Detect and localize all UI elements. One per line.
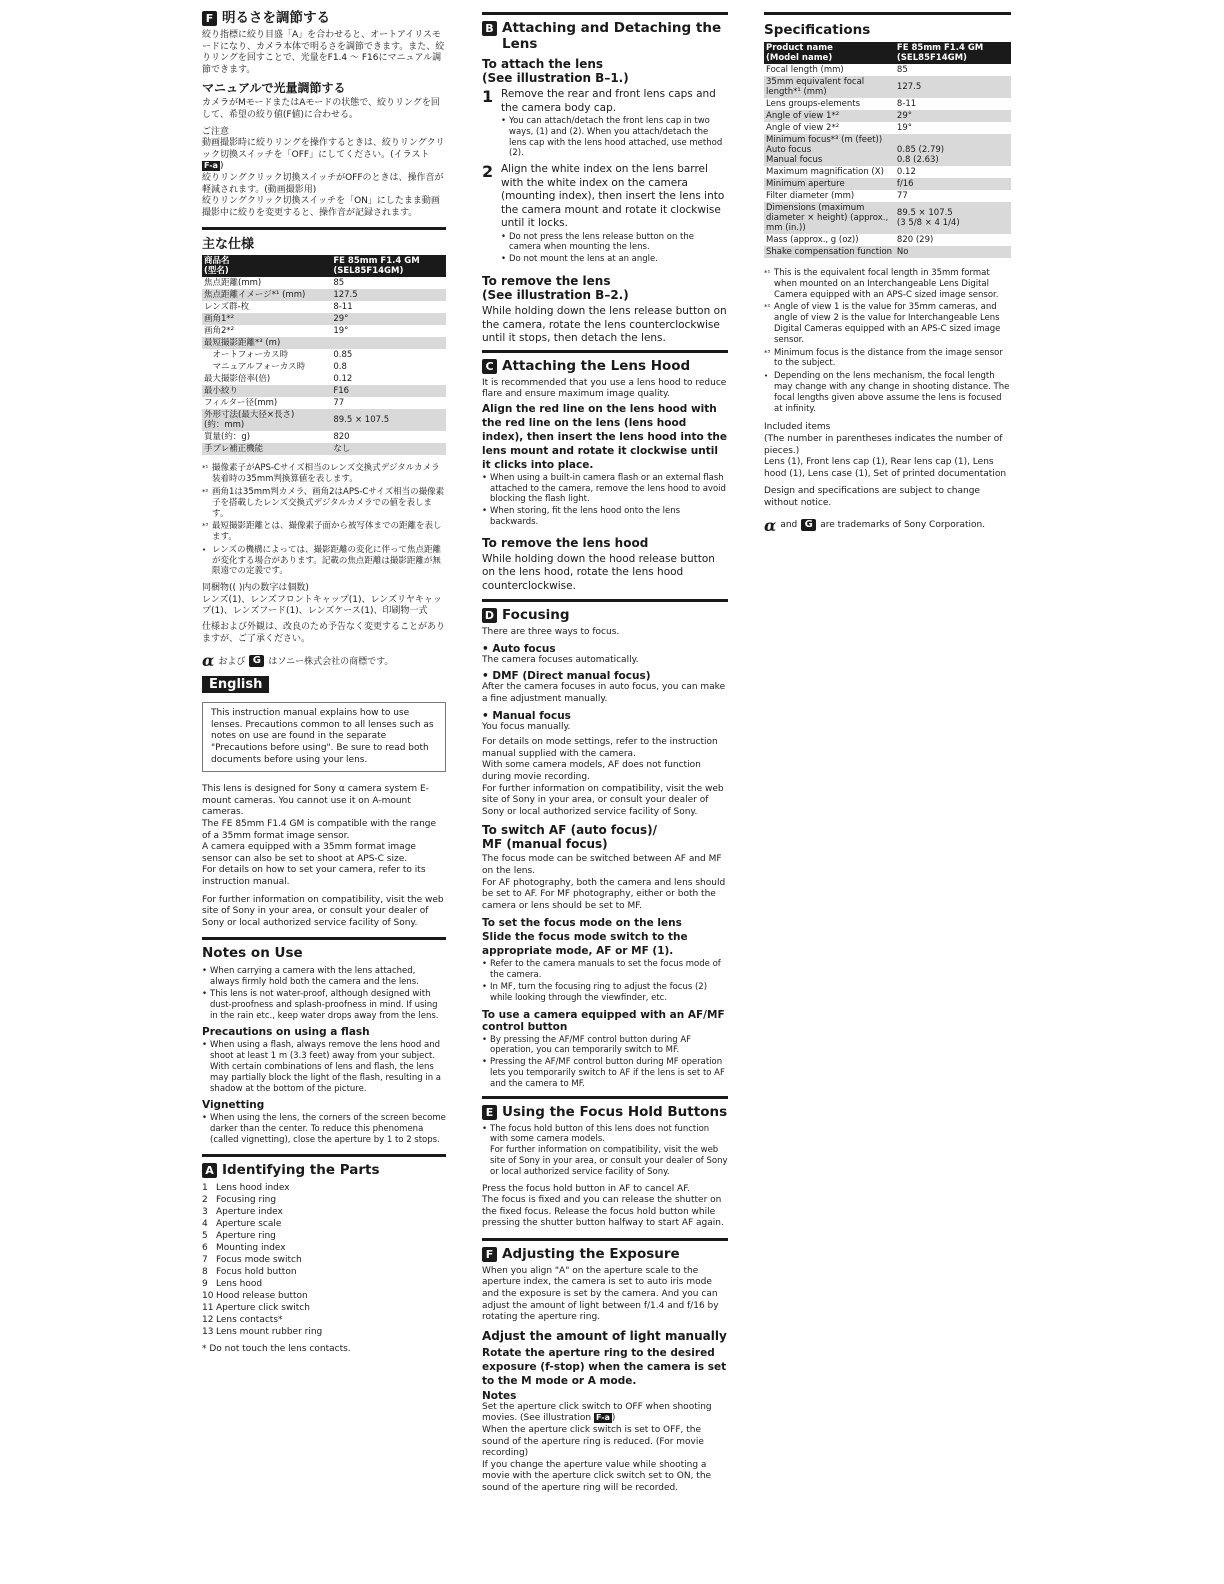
step-2-bullet: • Do not mount the lens at an angle. <box>501 254 728 265</box>
section-d <box>482 599 728 1089</box>
section-e-heading: E Using the Focus Hold Buttons <box>482 1104 728 1120</box>
compatibility-paragraph: For further information on compatibility, visit the web site of Sony in your area, or consult your dealer of Sony or local authorized service facility of Sony. <box>202 894 444 928</box>
af-text: The camera focuses automatically. <box>482 654 639 665</box>
jp-manual-title: マニュアルで光量調節する <box>202 81 346 96</box>
spec-row <box>202 349 446 361</box>
illustration-ref-icon: F-a <box>595 1413 610 1423</box>
section-e <box>482 1096 728 1230</box>
spec-value: 85 <box>896 65 908 75</box>
spec-label: 画角1*² <box>202 313 331 325</box>
jp-notes <box>202 463 446 577</box>
alpha-logo: α <box>764 515 777 535</box>
hold-bullet: • The focus hold button of this lens does not function with some camera models. For further information on compatibility, visit the web site of Sony in your area, or consult your dealer of Sony or local authorized service facility of Sony. <box>482 1124 728 1178</box>
jp-caution-body2: 絞りリングクリック切換スイッチがOFFのときは、操作音が軽減されます。(動画撮影用) <box>202 172 444 195</box>
list-item: 2 Focusing ring <box>202 1194 277 1205</box>
spec-label: Product name (Model name) <box>764 42 895 64</box>
section-c <box>482 350 728 594</box>
jp-caution-body3: 絞りリングクリック切換スイッチを「ON」にしたまま動画撮影中に絞りを変更すると、操作音が記録されます。 <box>202 196 440 218</box>
flash-title: Precautions on using a flash <box>202 1026 370 1039</box>
section-b <box>482 12 728 346</box>
spec-value: 89.5 × 107.5 <box>331 409 446 431</box>
spec-value: 85 <box>333 278 345 289</box>
spec-value: 77 <box>333 398 345 409</box>
spec-label: Mass (approx., g (oz)) <box>766 235 859 245</box>
step-2: 2 Align the white index on the lens barrel with the white index on the camera (mounting index), then insert the lens into the camera mount and rotate it clockwise until it locks. • Do not press the lens release button on the camera when mounting the lens. • Do not mount the lens at an angle. <box>482 163 728 266</box>
spec-value: No <box>895 246 1011 258</box>
alpha-logo: α <box>202 651 215 671</box>
spec-row <box>764 42 1011 64</box>
spec-row <box>202 361 446 373</box>
jp-included-body: レンズ(1)、レンズフロントキャップ(1)、レンズリヤキャップ(1)、レンズフード(1)、レンズケース(1)、印刷物一式 <box>202 594 442 617</box>
jp-trademark: α および G はソニー株式会社の商標です。 <box>202 651 394 671</box>
spec-value: 19° <box>896 123 912 133</box>
spec-label: Shake compensation function <box>764 246 895 258</box>
spec-value: 820 <box>333 432 350 443</box>
jp-manual-body: カメラがMモードまたはAモードの状態で、絞りリングを回して、希望の絞り値(F値)に合わせる。 <box>202 98 440 120</box>
exposure-note-1: Set the aperture click switch to OFF when shooting movies. (See illustration F-a ) <box>482 1401 712 1424</box>
spec-label: レンズ群-枚 <box>204 302 250 313</box>
spec-row <box>202 443 446 455</box>
spec-value: F16 <box>331 385 446 397</box>
column-3 <box>764 8 1011 535</box>
section-a <box>202 1154 446 1356</box>
vignetting-bullet: • When using the lens, the corners of the screen become darker than the center. To reduce this phenomena (called vignetting), close the aperture by 1 to 2 stops. <box>202 1113 446 1145</box>
spec-label: マニュアルフォーカス時 <box>204 362 306 373</box>
illustration-ref-icon: F-a <box>204 161 218 171</box>
jp-specs-section <box>202 227 446 455</box>
spec-notes <box>764 268 1011 414</box>
intro-box: This instruction manual explains how to use lenses. Precautions common to all lenses such as notes on use are found in the separate "Precautions before using". Be sure to read both documents before using your lens. <box>202 702 446 772</box>
dmf-text: After the camera focuses in auto focus, you can make a fine adjustment manually. <box>482 682 726 705</box>
spec-label: 最短撮影距離*³ (m) <box>202 337 331 349</box>
section-letter-c: C <box>482 359 497 374</box>
spec-value: 8-11 <box>333 302 353 313</box>
setmode-title: To set the focus mode on the lens <box>482 917 682 930</box>
spec-label: Angle of view 1*² <box>764 110 895 122</box>
spec-value: FE 85mm F1.4 GM (SEL85F14GM) <box>331 255 446 277</box>
hood-bullet: • When storing, fit the lens hood onto the lens backwards. <box>482 506 728 528</box>
spec-row <box>764 64 1011 76</box>
spec-row <box>764 166 1011 178</box>
spec-label: Maximum magnification (X) <box>766 167 884 177</box>
spec-value: 0.12 <box>333 374 353 385</box>
design-note: Design and specifications are subject to change without notice. <box>764 486 980 508</box>
parts-list <box>202 1182 446 1338</box>
spec-row <box>202 397 446 409</box>
spec-value: 89.5 × 107.5 (3 5/8 × 4 1/4) <box>895 202 1011 234</box>
setmode-instruction: Slide the focus mode switch to the appropriate mode, AF or MF (1). <box>482 931 688 958</box>
list-item: 8 Focus hold button <box>202 1266 297 1277</box>
spec-label: 焦点距離(mm) <box>204 278 262 289</box>
section-letter-e: E <box>482 1105 497 1120</box>
spec-value: 77 <box>896 191 908 201</box>
g-logo: G <box>249 655 264 667</box>
spec-label: 商品名 (型名) <box>202 255 331 277</box>
list-item: 5 Aperture ring <box>202 1230 276 1241</box>
spec-value: 0.12 <box>896 167 916 177</box>
hood-instruction: Align the red line on the lens hood with the red line on the lens (lens hood index), then insert the lens hood into the lens mount and rotate it clockwise until it clicks into place. <box>482 402 727 471</box>
spec-value: 127.5 <box>331 289 446 301</box>
section-f <box>482 1238 728 1495</box>
spec-row <box>764 178 1011 190</box>
spec-row <box>764 110 1011 122</box>
spec-row <box>202 325 446 337</box>
spec-label: Filter diameter (mm) <box>766 191 855 201</box>
spec-label: オートフォーカス時 <box>204 350 289 361</box>
spec-row <box>764 234 1011 246</box>
dmf-title: • DMF (Direct manual focus) <box>482 670 651 683</box>
afmf-bullet: • Pressing the AF/MF control button during MF operation lets you temporarily switch to AF if the lens is set to AF and the camera to MF. <box>482 1057 728 1089</box>
spec-label: Minimum aperture <box>764 178 895 190</box>
step-2-bullet: • Do not press the lens release button on the camera when mounting the lens. <box>501 232 728 254</box>
spec-row <box>764 246 1011 258</box>
hood-remove-text: While holding down the hood release button on the lens hood, rotate the lens hood counterclockwise. <box>482 552 715 592</box>
specifications-title: Specifications <box>764 22 871 38</box>
jp-specs-title: 主な仕様 <box>202 237 255 253</box>
section-letter-f: F <box>202 11 217 26</box>
exposure-notes-title: Notes <box>482 1389 517 1402</box>
section-c-heading: C Attaching the Lens Hood <box>482 358 728 374</box>
spec-label: Minimum focus*³ (m (feet)) Auto focus Manual focus <box>764 134 895 166</box>
section-f-heading: F Adjusting the Exposure <box>482 1246 728 1262</box>
step-1-bullet: • You can attach/detach the front lens cap in two ways, (1) and (2). When you attach/detach the lens cap with the lens hood attached, use method (2). <box>501 116 728 159</box>
mf-text: You focus manually. <box>482 721 571 732</box>
section-letter-d: D <box>482 608 497 623</box>
spec-value: 0.85 <box>333 350 353 361</box>
list-item: 11 Aperture click switch <box>202 1302 310 1313</box>
spec-row <box>202 301 446 313</box>
trademark-line: α and G are trademarks of Sony Corporation. <box>764 515 986 535</box>
spec-value <box>331 337 446 349</box>
list-item: 3 Aperture index <box>202 1206 283 1217</box>
spec-row <box>764 202 1011 234</box>
g-logo: G <box>801 519 816 531</box>
remove-text: While holding down the lens release button on the camera, rotate the lens counterclockwise until it stops, then detach the lens. <box>482 305 727 345</box>
list-item: 6 Mounting index <box>202 1242 286 1253</box>
af-title: • Auto focus <box>482 642 556 655</box>
setmode-bullet: • Refer to the camera manuals to set the focus mode of the camera. <box>482 959 728 981</box>
jp-exposure-heading: F 明るさを調節する <box>202 10 446 26</box>
column-1 <box>202 8 446 1359</box>
list-item: 7 Focus mode switch <box>202 1254 302 1265</box>
exposure-text: When you align "A" on the aperture scale to the aperture index, the camera is set to auto iris mode and the exposure is set by the camera. And you can adjust the amount of light between f/1.4 and f/16 by rotating the aperture ring. <box>482 1265 719 1323</box>
footnote: *² Angle of view 1 is the value for 35mm cameras, and angle of view 2 is the value for Interchangeable Lens Digital Cameras equipped with an APS-C sized image sensor. <box>764 302 1001 345</box>
footnote: • レンズの機構によっては、撮影距離の変化に伴って焦点距離が変化する場合があります。記載の焦点距離は撮影距離が無限遠での定義です。 <box>202 544 442 577</box>
footnote: *³ 最短撮影距離とは、撮像素子面から被写体までの距離を表します。 <box>202 521 442 543</box>
spec-row <box>764 134 1011 166</box>
list-item: 13 Lens mount rubber ring <box>202 1326 323 1337</box>
spec-row <box>764 98 1011 110</box>
spec-label: 画角2*² <box>204 326 235 337</box>
step-1: 1 Remove the rear and front lens caps and the camera body cap. • You can attach/detach the front lens cap in two ways, (1) and (2). When you attach/detach the lens cap with the lens hood attached, use method (2). <box>482 88 728 160</box>
spec-label: 最大撮影倍率(倍) <box>204 374 271 385</box>
spec-value: 8-11 <box>896 99 917 109</box>
spec-label: 質量(約：g) <box>204 432 251 443</box>
intro-paragraph: This lens is designed for Sony α camera system E-mount cameras. You cannot use it on A-mount cameras. The FE 85mm F1.4 GM is compatible with the range of a 35mm format image sensor. A camera equipped with a 35mm format image sensor can also be set to shoot at APS-C size. For details on how to set your camera, refer to its instruction manual. <box>202 784 437 887</box>
spec-label: Focal length (mm) <box>766 65 844 75</box>
spec-label: Dimensions (maximum diameter × height) (approx., mm (in.)) <box>764 202 895 234</box>
spec-row <box>764 76 1011 98</box>
footnote: *¹ 撮像素子がAPS-Cサイズ相当のレンズ交換式デジタルカメラ装着時の35mm判換算値を表します。 <box>202 463 440 485</box>
section-b-heading: B Attaching and Detaching the Lens <box>482 20 728 52</box>
adjust-title: Adjust the amount of light manually <box>482 1328 727 1343</box>
hood-remove-title: To remove the lens hood <box>482 535 649 550</box>
afmf-title: To use a camera equipped with an AF/MF control button <box>482 1008 725 1033</box>
notes-bullet: • This lens is not water-proof, although designed with dust-proofness and splash-proofness in mind. If using in the rain etc., keep water drops away from the lens. <box>202 989 446 1021</box>
remove-title: To remove the lens (See illustration B–2.) <box>482 274 629 303</box>
spec-label: 焦点距離イメージ*¹ (mm) <box>202 289 331 301</box>
spec-label: フィルター径(mm) <box>204 398 278 409</box>
column-2 <box>482 8 728 1499</box>
spec-row <box>202 313 446 325</box>
adjust-instruction: Rotate the aperture ring to the desired exposure (f-stop) when the camera is set to the M mode or A mode. <box>482 1346 727 1387</box>
section-letter-a: A <box>202 1163 217 1178</box>
switch-title: To switch AF (auto focus)/ MF (manual focus) <box>482 823 658 852</box>
setmode-bullet: • In MF, turn the focusing ring to adjust the focus (2) while looking through the viewfinder, etc. <box>482 982 728 1004</box>
spec-value: 19° <box>333 326 349 337</box>
focus-intro: There are three ways to focus. <box>482 627 620 638</box>
footnote: • Depending on the lens mechanism, the focal length may change with any change in shooting distance. The focal lengths given above assume the lens is focused at infinity. <box>764 371 1010 414</box>
jp-spec-table <box>202 255 446 455</box>
flash-bullet: • When using a flash, always remove the lens hood and shoot at least 1 m (3.3 feet) away from your subject. With certain combinations of lens and flash, the lens may partially block the light of the flash, resulting in a shadow at the bottom of the picture. <box>202 1040 446 1094</box>
section-a-heading: A Identifying the Parts <box>202 1162 446 1178</box>
parts-note: * Do not touch the lens contacts. <box>202 1343 351 1354</box>
hold-text: Press the focus hold button in AF to cancel AF. The focus is fixed and you can release the shutter on the fixed focus. Release the focus hold button while pressing the shutter button halfway to start AF again. <box>482 1183 724 1229</box>
notes-title: Notes on Use <box>202 945 303 962</box>
section-d-heading: D Focusing <box>482 607 728 623</box>
spec-value: 0.8 <box>333 362 347 373</box>
spec-value: f/16 <box>895 178 1011 190</box>
spec-row <box>202 337 446 349</box>
language-label: English <box>202 676 269 693</box>
list-item: 9 Lens hood <box>202 1278 263 1289</box>
attach-title: To attach the lens (See illustration B–1.) <box>482 57 629 85</box>
section-letter-b: B <box>482 21 497 36</box>
list-item: 1 Lens hood index <box>202 1182 290 1193</box>
spec-row <box>764 122 1011 134</box>
spec-row <box>202 255 446 277</box>
hood-intro: It is recommended that you use a lens hood to reduce flare and ensure maximum image quality. <box>482 377 727 400</box>
spec-value: FE 85mm F1.4 GM (SEL85F14GM) <box>895 42 1011 64</box>
spec-label: Lens groups-elements <box>766 99 860 109</box>
jp-caution-title: ご注意 <box>202 126 230 137</box>
spec-row <box>202 289 446 301</box>
footnote: *³ Minimum focus is the distance from the image sensor to the subject. <box>764 347 1003 369</box>
jp-included-title: 同梱物(( )内の数字は個数) <box>202 583 309 594</box>
spec-row <box>202 409 446 431</box>
footnote: *² 画角1は35mm判カメラ、画角2はAPS-Cサイズ相当の撮像素子を搭載したレンズ交換式デジタルカメラでの値を表します。 <box>202 486 445 519</box>
en-spec-table <box>764 42 1011 258</box>
spec-row <box>202 431 446 443</box>
spec-value: 0.85 (2.79) 0.8 (2.63) <box>895 134 1011 166</box>
spec-row <box>202 385 446 397</box>
spec-value: 820 (29) <box>896 235 934 245</box>
section-letter-f: F <box>482 1247 497 1262</box>
vignetting-title: Vignetting <box>202 1099 265 1112</box>
included-items: Included items (The number in parentheses indicates the number of pieces.) Lens (1), Front lens cap (1), Rear lens cap (1), Lens hood (1), Lens case (1), Set of printed documentation <box>764 422 1007 479</box>
hood-bullet: • When using a built-in camera flash or an external flash attached to the camera, remove the lens hood to avoid blocking the flash light. <box>482 473 728 505</box>
spec-value: 29° <box>331 313 446 325</box>
focus-details: For details on mode settings, refer to the instruction manual supplied with the camera. With some camera models, AF does not function during movie recording. For further information on compatibility, visit the web site of Sony in your area, or consult your dealer of Sony or local authorized service facility of Sony. <box>482 737 724 817</box>
notes-bullet: • When carrying a camera with the lens attached, always firmly hold both the camera and the lens. <box>202 966 446 988</box>
jp-design-note: 仕様および外観は、改良のため予告なく変更することがありますが、ご了承ください。 <box>202 622 446 644</box>
spec-label: 手ブレ補正機能 <box>202 443 331 455</box>
jp-exposure-body: 絞り指標に絞り目盛「A」を合わせると、オートアイリスモードになり、カメラ本体で明るさを調節できます。また、絞りリングを回すことで、光量をF1.4 ～ F16にマニュアル調節できます。 <box>202 30 445 75</box>
spec-row <box>764 190 1011 202</box>
list-item: 12 Lens contacts* <box>202 1314 283 1325</box>
spec-label: 最小絞り <box>202 385 331 397</box>
footnote: *¹ This is the equivalent focal length in 35mm format when mounted on an Interchangeable Lens Digital Camera equipped with an APS-C sized image sensor. <box>764 268 999 300</box>
list-item: 4 Aperture scale <box>202 1218 282 1229</box>
list-item: 10 Hood release button <box>202 1290 308 1301</box>
spec-row <box>202 277 446 289</box>
spec-row <box>202 373 446 385</box>
spec-value: なし <box>331 443 446 455</box>
spec-value: 29° <box>895 110 1011 122</box>
afmf-bullet: • By pressing the AF/MF control button during AF operation, you can temporarily switch to MF. <box>482 1035 728 1057</box>
spec-label: Angle of view 2*² <box>766 123 840 133</box>
spec-label: 外形寸法(最大径×長さ) (約：mm) <box>202 409 331 431</box>
specifications-section <box>764 12 1011 258</box>
mf-title: • Manual focus <box>482 709 571 722</box>
spec-value: 127.5 <box>895 76 1011 98</box>
spec-label: 35mm equivalent focal length*¹ (mm) <box>764 76 895 98</box>
notes-section <box>202 937 446 1145</box>
switch-text: The focus mode can be switched between AF and MF on the lens. For AF photography, both the camera and lens should be set to AF. For MF photography, either or both the camera or lens should be set to MF. <box>482 854 726 911</box>
exposure-note-2: When the aperture click switch is set to OFF, the sound of the aperture ring is reduced. (For movie recording) If you change the aperture value while shooting a movie with the aperture click switch set to ON, the sound of the aperture ring will be recorded. <box>482 1425 712 1493</box>
jp-caution-body1: 動画撮影時に絞りリングを操作するときは、絞りリングクリック切換スイッチを「OFF」にしてください。(イラストF-a ) <box>202 138 445 172</box>
